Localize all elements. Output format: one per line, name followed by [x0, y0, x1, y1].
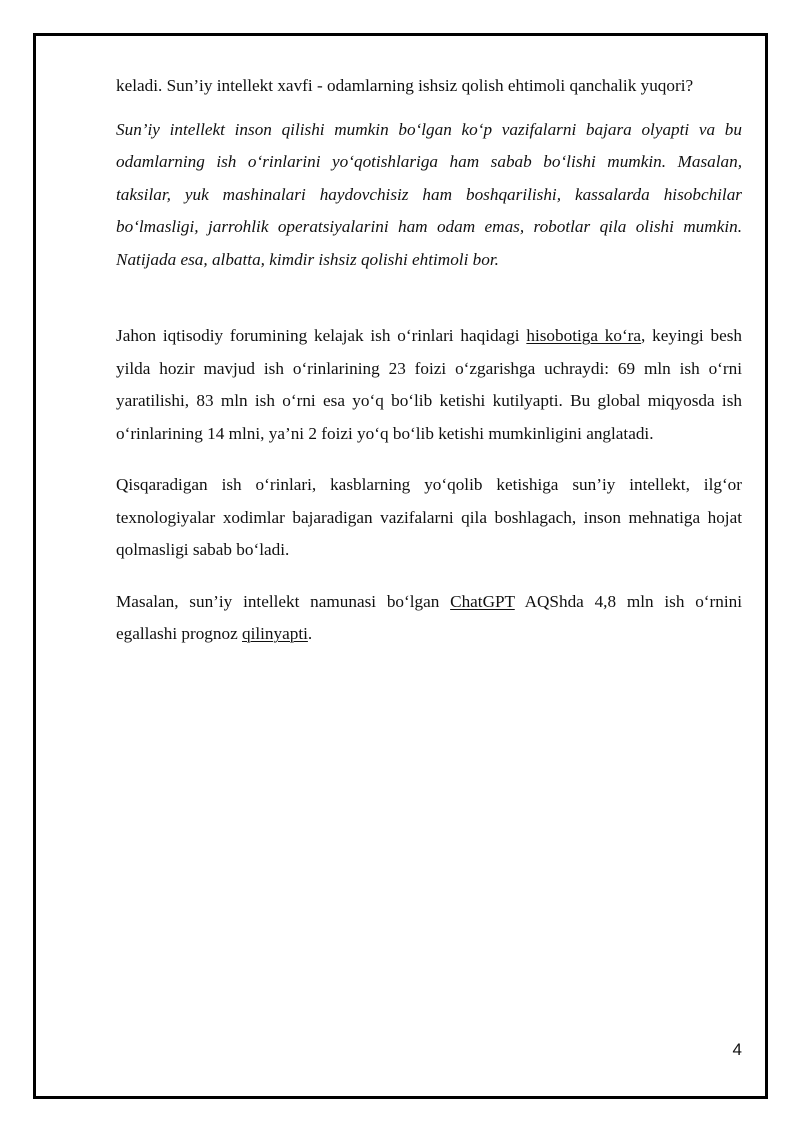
paragraph-text: Masalan, sun’iy intellekt namunasi bo‘lgan: [116, 591, 451, 611]
report-link[interactable]: hisobotiga ko‘ra: [526, 326, 642, 345]
paragraph-text: .: [307, 624, 313, 643]
page-number: 4: [732, 1040, 742, 1059]
intro-paragraph: keladi. Sun’iy intellekt xavfi - odamlarning ishsiz qolish ehtimoli qanchalik yuqori?: [116, 76, 694, 95]
paragraph-text: AQShda 4,8 mln ish o‘rnini egallashi prognoz: [116, 591, 742, 643]
forecast-link[interactable]: qilinyapti: [242, 624, 308, 643]
jobs-reduction-paragraph: Qisqaradigan ish o‘rinlari, kasblarning yo‘qolib ketishiga sun’iy intellekt, ilg‘or texnologiyalar xodimlar bajaradigan vazifalarni qila boshlagach, inson mehnatiga hojat qolmasligi sabab bo‘ladi.: [116, 475, 742, 559]
document-body: [116, 70, 742, 651]
chatgpt-link[interactable]: ChatGPT: [450, 591, 515, 611]
paragraph-text: Jahon iqtisodiy forumining kelajak ish o‘rinlari haqidagi: [116, 326, 527, 345]
paragraph-text: , keyingi besh yilda hozir mavjud ish o‘rinlarining 23 foizi o‘zgarishga uchraydi: 69 mln ish o‘rni yaratilishi, 83 mln ish o‘rni esa yo‘q bo‘lib ketishi kutilyapti. Bu global miqyosda ish o‘rinlarining 14 mlni, ya’ni 2 foizi yo‘q bo‘lib ketishi mumkinligini anglatadi.: [116, 326, 742, 443]
chatgpt-paragraph: [116, 586, 742, 651]
forum-report-paragraph: [116, 320, 742, 450]
italic-paragraph: Sun’iy intellekt inson qilishi mumkin bo‘lgan ko‘p vazifalarni bajara olyapti va bu odamlarning ish o‘rinlarini yo‘qotishlariga ham sabab bo‘lishi mumkin. Masalan, taksilar, yuk mashinalari haydovchisiz ham boshqarilishi, kassalarda hisobchilar bo‘lmasligi, jarrohlik operatsiyalarini ham odam emas, robotlar qila olishi mumkin. Natijada esa, albatta, kimdir ishsiz qolishi ehtimoli bor.: [116, 119, 742, 269]
